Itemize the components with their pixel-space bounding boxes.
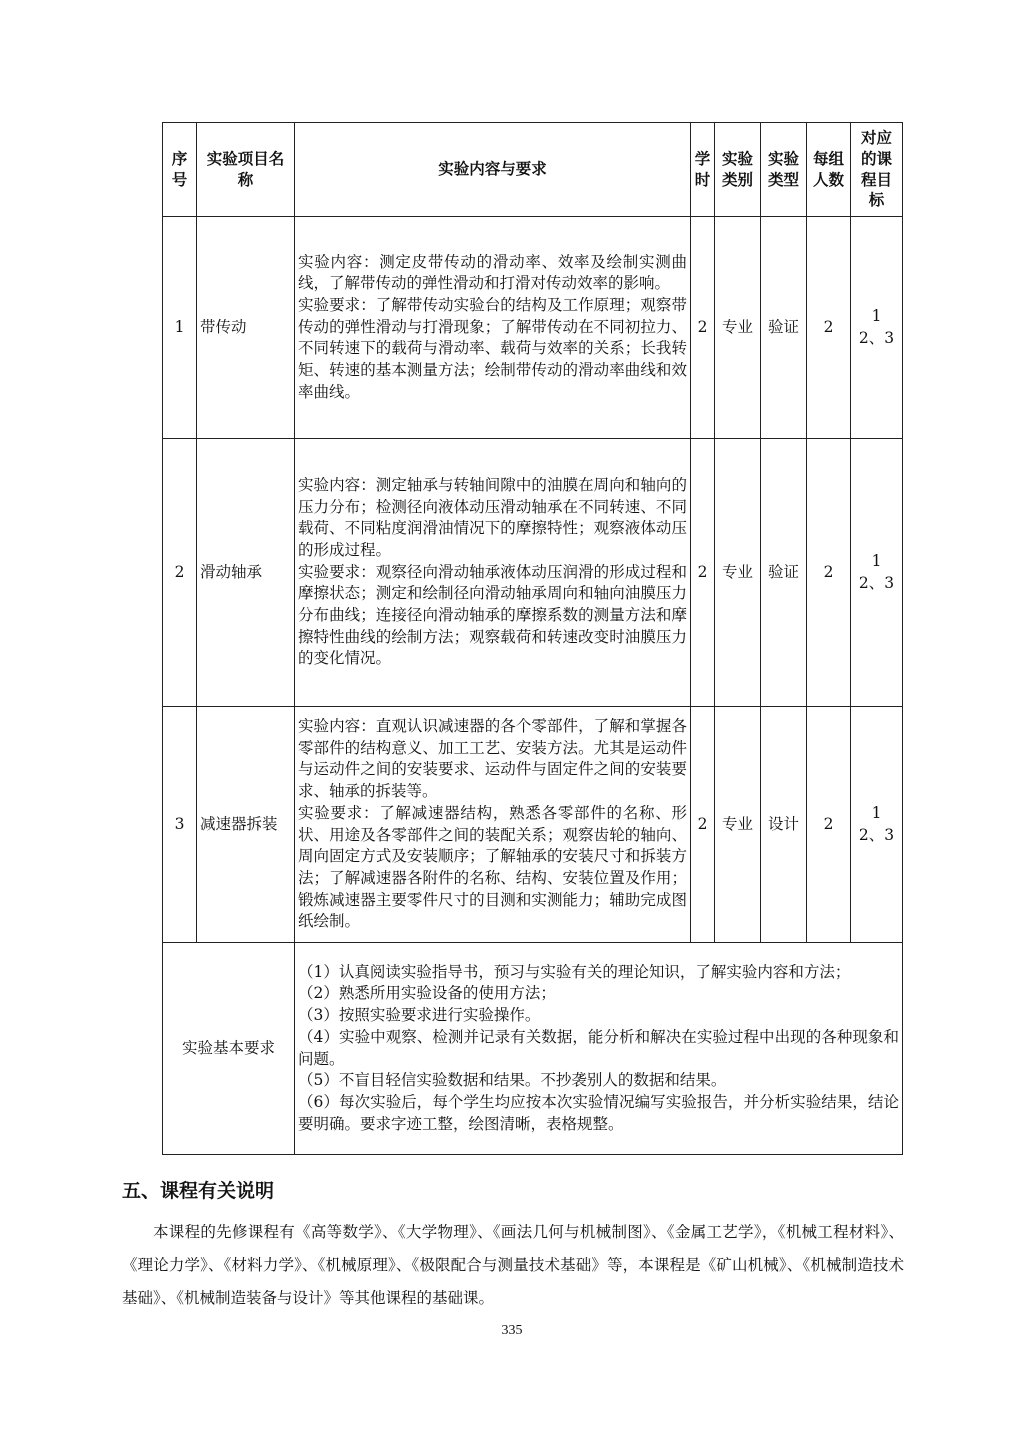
header-target: 对应的课程目标 xyxy=(851,123,903,217)
row-type: 设计 xyxy=(761,707,807,943)
row-name: 带传动 xyxy=(197,217,295,439)
row-target xyxy=(851,707,903,943)
row-name: 滑动轴承 xyxy=(197,439,295,707)
basic-requirements-content xyxy=(295,943,903,1155)
row-content: 实验内容：直观认识减速器的各个零部件，了解和掌握各零部件的结构意义、加工工艺、安装方法。尤其是运动件与运动件之间的安装要求、运动件与固定件之间的安装要求、轴承的拆装等。 xyxy=(298,717,687,801)
row-content-cell xyxy=(295,439,691,707)
row-target xyxy=(851,439,903,707)
basic-requirements-label: 实验基本要求 xyxy=(163,943,295,1155)
row-category: 专业 xyxy=(715,217,761,439)
row-target-line1: 1 xyxy=(871,803,882,822)
row-target xyxy=(851,217,903,439)
table-row xyxy=(163,707,903,943)
section-paragraph: 本课程的先修课程有《高等数学》、《大学物理》、《画法几何与机械制图》、《金属工艺学》，《机械工程材料》、《理论力学》、《材料力学》、《机械原理》、《极限配合与测量技术基础》等，本课程是《矿山机械》、《机械制造技术基础》、《机械制造装备与设计》等其他课程的基础课。 xyxy=(122,1223,904,1307)
header-hours: 学时 xyxy=(691,123,715,217)
row-requirement: 实验要求：观察径向滑动轴承液体动压润滑的形成过程和摩擦状态；测定和绘制径向滑动轴承周向和轴向油膜压力分布曲线；连接径向滑动轴承的摩擦系数的测量方法和摩擦特性曲线的绘制方法；观察载荷和转速改变时油膜压力的变化情况。 xyxy=(298,562,687,668)
page-number: 335 xyxy=(501,1323,523,1338)
header-category: 实验类别 xyxy=(715,123,761,217)
row-type: 验证 xyxy=(761,217,807,439)
header-group: 每组人数 xyxy=(807,123,851,217)
row-content-cell xyxy=(295,217,691,439)
requirement-item: （5）不盲目轻信实验数据和结果。不抄袭别人的数据和结果。 xyxy=(298,1071,727,1090)
row-index: 2 xyxy=(163,439,197,707)
header-content: 实验内容与要求 xyxy=(295,123,691,217)
row-category: 专业 xyxy=(715,707,761,943)
requirement-item: （4）实验中观察、检测并记录有关数据，能分析和解决在实验过程中出现的各种现象和问题。 xyxy=(298,1027,899,1068)
row-index: 1 xyxy=(163,217,197,439)
table-row xyxy=(163,439,903,707)
row-content: 实验内容：测定轴承与转轴间隙中的油膜在周向和轴向的压力分布；检测径向液体动压滑动轴承在不同转速、不同载荷、不同粘度润滑油情况下的摩擦特性；观察液体动压的形成过程。 xyxy=(298,475,687,559)
row-target-line2: 2、3 xyxy=(858,825,895,844)
row-target-line2: 2、3 xyxy=(858,328,895,347)
row-target-line2: 2、3 xyxy=(858,573,895,592)
row-requirement: 实验要求：了解减速器结构，熟悉各零部件的名称、形状、用途及各零部件之间的装配关系；观察齿轮的轴向、周向固定方式及安装顺序；了解轴承的安装尺寸和拆装方法；了解减速器各附件的名称、结构、安装位置及作用；锻炼减速器主要零件尺寸的目测和实测能力；辅助完成图纸绘制。 xyxy=(298,803,687,931)
row-group: 2 xyxy=(807,439,851,707)
row-group: 2 xyxy=(807,707,851,943)
row-content: 实验内容：测定皮带传动的滑动率、效率及绘制实测曲线，了解带传动的弹性滑动和打滑对传动效率的影响。 xyxy=(298,252,687,293)
basic-requirements-row xyxy=(163,943,903,1155)
header-name: 实验项目名称 xyxy=(197,123,295,217)
table-header-row xyxy=(163,123,903,217)
row-category: 专业 xyxy=(715,439,761,707)
requirement-item: （1）认真阅读实验指导书，预习与实验有关的理论知识，了解实验内容和方法； xyxy=(298,962,851,981)
requirement-item: （2）熟悉所用实验设备的使用方法； xyxy=(298,984,556,1003)
row-name: 减速器拆装 xyxy=(197,707,295,943)
row-group: 2 xyxy=(807,217,851,439)
row-target-line1: 1 xyxy=(871,551,882,570)
row-hours: 2 xyxy=(691,439,715,707)
row-content-cell xyxy=(295,707,691,943)
row-index: 3 xyxy=(163,707,197,943)
row-type: 验证 xyxy=(761,439,807,707)
requirement-item: （3）按照实验要求进行实验操作。 xyxy=(298,1006,541,1025)
header-index: 序号 xyxy=(163,123,197,217)
requirement-item: （6）每次实验后，每个学生均应按本次实验情况编写实验报告，并分析实验结果，结论要明确。要求字迹工整，绘图清晰，表格规整。 xyxy=(298,1092,899,1133)
table-row xyxy=(163,217,903,439)
section-title: 五、课程有关说明 xyxy=(122,1180,275,1202)
row-requirement: 实验要求：了解带传动实验台的结构及工作原理；观察带传动的弹性滑动与打滑现象；了解带传动在不同初拉力、不同转速下的载荷与滑动率、载荷与效率的关系；长我转矩、转速的基本测量方法；绘制带传动的滑动率曲线和效率曲线。 xyxy=(298,295,687,401)
row-target-line1: 1 xyxy=(871,306,882,325)
row-hours: 2 xyxy=(691,707,715,943)
header-type: 实验类型 xyxy=(761,123,807,217)
row-hours: 2 xyxy=(691,217,715,439)
experiment-table xyxy=(162,122,903,1155)
